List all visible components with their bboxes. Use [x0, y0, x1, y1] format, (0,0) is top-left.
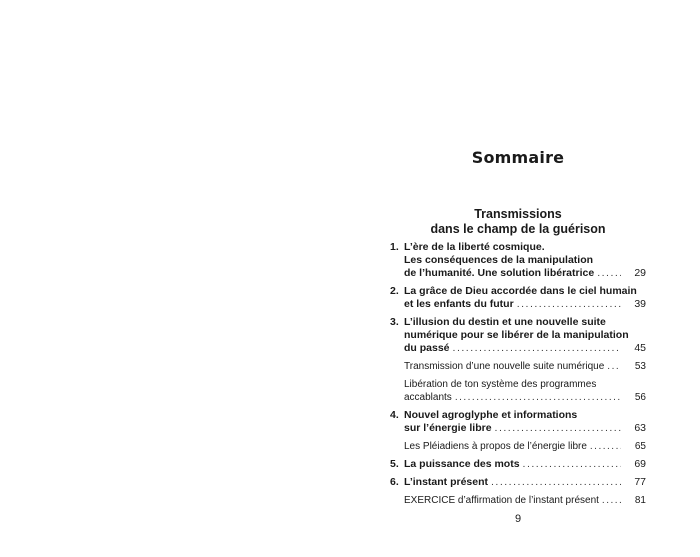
- toc-page-number: 45: [634, 342, 646, 354]
- page-title: Sommaire: [471, 148, 565, 167]
- toc-entry-line: de l’humanité. Une solution libératrice: [404, 267, 595, 279]
- toc-entry-number: 6.: [390, 476, 399, 488]
- section-title-line-1: Transmissions: [474, 207, 562, 221]
- dot-leader: [495, 422, 621, 435]
- toc-page-number: 69: [634, 458, 646, 470]
- toc-page-number: 29: [634, 267, 646, 279]
- toc-entry-number: 3.: [390, 316, 399, 328]
- toc-entry-line: La grâce de Dieu accordée dans le ciel humain: [404, 285, 637, 297]
- toc-page-number: 65: [634, 441, 646, 452]
- toc-entry-line: Libération de ton système des programmes: [404, 379, 597, 390]
- toc-subentry-3b[interactable]: [390, 378, 646, 404]
- toc-entry-line: L’instant présent: [404, 476, 489, 488]
- dot-leader: [517, 298, 621, 311]
- toc-entry-line: Les Pléiadiens à propos de l’énergie libre: [404, 441, 587, 452]
- toc-entry-number: 5.: [390, 458, 399, 470]
- dot-leader: [597, 267, 621, 280]
- toc-entry-number: 1.: [390, 241, 399, 253]
- toc-entry-line: Transmission d’une nouvelle suite numérique: [404, 361, 605, 372]
- section-title-line-2: dans le champ de la guérison: [430, 222, 606, 236]
- toc-entry-line: L’ère de la liberté cosmique.: [404, 241, 545, 253]
- folio-page-number: 9: [514, 513, 522, 525]
- toc-entry-line: du passé: [404, 342, 450, 354]
- toc-page-number: 81: [634, 495, 646, 506]
- toc-page-number: 63: [634, 422, 646, 434]
- toc-subentry-4a[interactable]: [390, 440, 646, 453]
- toc-entry-line: numérique pour se libérer de la manipulation: [404, 329, 629, 341]
- dot-leader: [455, 391, 621, 404]
- toc-entry-number: 4.: [390, 409, 399, 421]
- toc-entry-number: 2.: [390, 285, 399, 297]
- toc-entry-2[interactable]: [390, 285, 646, 311]
- dot-leader: [602, 494, 621, 507]
- toc-entry-line: accablants: [404, 392, 452, 403]
- toc-entry-3[interactable]: [390, 316, 646, 355]
- table-of-contents: [390, 241, 646, 512]
- dot-leader: [491, 476, 621, 489]
- dot-leader: [453, 342, 621, 355]
- toc-subentry-6a[interactable]: [390, 494, 646, 507]
- dot-leader: [590, 440, 621, 453]
- toc-entry-line: sur l’énergie libre: [404, 422, 492, 434]
- toc-entry-6[interactable]: [390, 476, 646, 489]
- toc-entry-5[interactable]: [390, 458, 646, 471]
- toc-entry-4[interactable]: [390, 409, 646, 435]
- section-title: [390, 207, 646, 237]
- toc-subentry-3a[interactable]: [390, 360, 646, 373]
- toc-entry-line: Nouvel agroglyphe et informations: [404, 409, 578, 421]
- toc-page-number: 39: [634, 298, 646, 310]
- dot-leader: [607, 360, 621, 373]
- toc-page-number: 53: [634, 361, 646, 372]
- toc-page-number: 56: [634, 392, 646, 403]
- toc-entry-line: EXERCICE d’affirmation de l’instant présent: [404, 495, 599, 506]
- toc-page-number: 77: [634, 476, 646, 488]
- toc-entry-line: et les enfants du futur: [404, 298, 514, 310]
- toc-entry-line: La puissance des mots: [404, 458, 520, 470]
- toc-entry-line: L’illusion du destin et une nouvelle suite: [404, 316, 606, 328]
- toc-entry-1[interactable]: [390, 241, 646, 280]
- dot-leader: [523, 458, 621, 471]
- toc-entry-line: Les conséquences de la manipulation: [404, 254, 594, 266]
